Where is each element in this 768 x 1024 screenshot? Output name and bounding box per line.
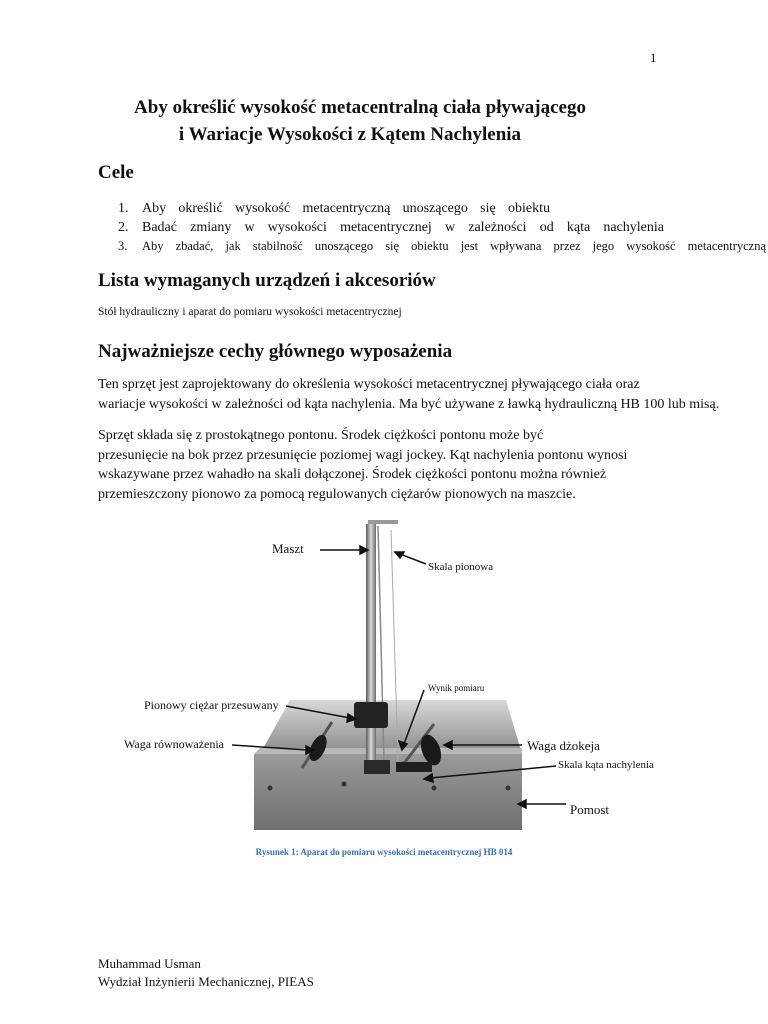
paragraph-line: wariacje wysokości w zależności od kąta nachylenia. Ma być używane z ławką hydrauliczną HB 100 lub misą.: [98, 396, 720, 412]
equipment-text: Stół hydrauliczny i aparat do pomiaru wysokości metacentrycznej: [98, 306, 402, 318]
objectives-list: [118, 199, 768, 256]
footer-department: Wydział Inżynierii Mechanicznej, PIEAS: [98, 974, 314, 989]
figure-annotations: [0, 516, 768, 836]
label-vertical-weight: Pionowy ciężar przesuwany: [144, 698, 279, 712]
list-item: [118, 199, 768, 218]
paragraph-line: wskazywane przez wahadło na skali dołączonej. Środek ciężkości pontonu można również: [98, 467, 607, 482]
paragraph-line: przemieszczony pionowo za pomocą regulowanych ciężarów pionowych na maszcie.: [98, 486, 576, 502]
features-heading: Najważniejsze cechy głównego wyposażenia: [98, 341, 453, 362]
label-balance-weight: Waga równoważenia: [124, 737, 224, 751]
list-item: [118, 237, 768, 256]
list-item-text: Aby zbadać, jak stabilność unoszącego się obiektu jest wpływana przez jego wysokość metacentryczną: [142, 239, 766, 253]
list-item-number: 1.: [118, 201, 129, 216]
equipment-heading: Lista wymaganych urządzeń i akcesoriów: [98, 270, 436, 291]
list-item-number: 2.: [118, 220, 129, 235]
list-item-text: Aby określić wysokość metacentryczną unoszącego się obiektu: [142, 201, 550, 216]
features-paragraph-1: [98, 375, 728, 414]
label-measurement: Wynik pomiaru: [428, 683, 485, 693]
paragraph-line: Ten sprzęt jest zaprojektowany do określenia wysokości metacentrycznej pływającego ciała oraz: [98, 377, 640, 392]
title-line-1: Aby określić wysokość metacentralną ciała pływającego: [134, 97, 586, 118]
page-number: 1: [650, 50, 657, 65]
title-line-2: i Wariacje Wysokości z Kątem Nachylenia: [178, 124, 522, 145]
label-mast: Maszt: [272, 541, 304, 556]
features-paragraph-2: [98, 426, 728, 504]
figure-caption: Rysunek 1: Aparat do pomiaru wysokości metacentrycznej HB 014: [255, 847, 513, 857]
list-item-text: Badać zmiany w wysokości metacentrycznej w zależności od kąta nachylenia: [142, 220, 664, 235]
paragraph-line: przesunięcie na bok przez przesunięcie poziomej wagi jockey. Kąt nachylenia pontonu wynosi: [98, 447, 628, 463]
label-jockey-weight: Waga dżokeja: [527, 738, 600, 753]
footer-author: Muhammad Usman: [98, 956, 201, 971]
paragraph-line: Sprzęt składa się z prostokątnego pontonu. Środek ciężkości pontonu może być: [98, 428, 544, 443]
label-pontoon: Pomost: [570, 802, 610, 817]
list-item: [118, 218, 768, 237]
objectives-heading: Cele: [98, 162, 134, 183]
label-vertical-scale: Skala pionowa: [428, 561, 494, 573]
list-item-number: 3.: [118, 239, 128, 253]
label-tilt-scale: Skala kąta nachylenia: [558, 759, 654, 771]
